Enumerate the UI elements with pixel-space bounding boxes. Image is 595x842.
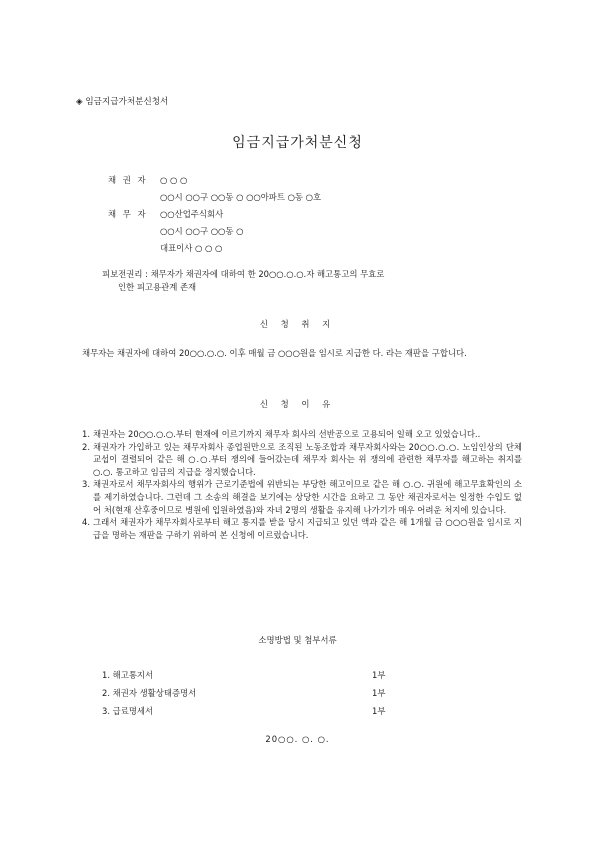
reason-item [82, 516, 522, 541]
evidence-item [102, 684, 402, 702]
reason-text: 그래서 채권자가 채무자회사로부터 해고 통지를 받을 당시 지급되고 있던 액과 같은 해 1개월 금 ○○○원을 임시로 지급을 명하는 재판을 구하기 위하여 본 신청에 이르렀습니다. [93, 517, 522, 540]
reasons-list [82, 428, 522, 541]
preserved-right [102, 268, 554, 293]
creditor-label: 채 권 자 [108, 175, 148, 186]
debtor-address: ○○시 ○○구 ○○동 ○ [160, 226, 244, 237]
reason-text: 채권자로서 채무자회사의 행위가 근로기준법에 위반되는 부당한 해고이므로 같은 해 ○.○. 귀원에 해고무효확인의 소를 제기하였습니다. 그런데 그 소송의 해결을 보기에는 상당한 시간을 요하고 그 동안 채권자로서는 일정한 수입도 없어 처(현재 산후중이므로 병원에 입원하였음)와 자녀 2명의 생활을 유지해 나가기가 매우 어려운 처지에 있습니다. [93, 479, 522, 515]
reason-number: 4. [82, 517, 90, 528]
reason-item [82, 428, 522, 441]
document-type-label: ◈ 임금지급가처분신청서 [76, 97, 169, 107]
reason-number: 2. [82, 441, 90, 452]
creditor-row [108, 172, 488, 189]
preserved-right-line1: 피보전권리 : 채무자가 채권자에 대하여 한 20○○.○.○.자 해고통고의 무효로 [102, 269, 385, 279]
debtor-company: ○○산업주식회사 [160, 209, 224, 220]
evidence-label: 2. 채권자 생활상태증명서 [102, 687, 197, 698]
preserved-right-line2: 인한 피고용관계 존재 [118, 281, 197, 292]
debtor-representative: 대표이사 ○ ○ ○ [160, 243, 223, 254]
evidence-count: 1부 [372, 687, 386, 698]
evidence-label: 3. 급료명세서 [102, 705, 154, 716]
filing-date: 20○○. ○. ○. [265, 734, 330, 744]
parties-block [108, 172, 488, 257]
evidence-heading: 소명방법 및 첨부서류 [258, 635, 337, 645]
debtor-label: 채 무 자 [108, 209, 148, 220]
reason-number: 3. [82, 479, 90, 490]
evidence-item [102, 666, 402, 684]
reason-item [82, 478, 522, 516]
purpose-heading: 신 청 취 지 [259, 319, 336, 329]
reason-number: 1. [82, 429, 90, 439]
reason-text: 채권자는 20○○.○.○.부터 현재에 이르기까지 채무자 회사의 선반공으로 고용되어 일해 오고 있었습니다.. [93, 429, 481, 439]
purpose-text: 채무자는 채권자에 대하여 20○○.○.○. 이후 매월 금 ○○○원을 임시로 지급한 다. 라는 재판을 구합니다. [82, 348, 467, 358]
page-title: 임금지급가처분신청 [232, 135, 363, 151]
reason-item [82, 441, 522, 479]
creditor-address: ○○시 ○○구 ○○동 ○ ○○아파트 ○동 ○호 [160, 192, 322, 203]
reasons-heading: 신 청 이 유 [259, 399, 336, 409]
evidence-count: 1부 [372, 669, 386, 680]
evidence-count: 1부 [372, 705, 386, 716]
evidence-label: 1. 해고통지서 [102, 669, 154, 680]
debtor-row [108, 206, 488, 223]
reason-text: 채권자가 가입하고 있는 채무자회사 종업원만으로 조직된 노동조합과 채무자회사와는 20○○.○.○. 노임인상의 단체교섭이 결렬되어 같은 해 ○.○.부터 쟁의에 들어갔는데 채무자 회사는 위 쟁의에 관련한 채무자를 해고하는 취지를 ○.○. 통고하고 임금의 지급을 정지했습니다. [93, 441, 522, 477]
creditor-name: ○ ○ ○ [160, 175, 188, 186]
evidence-item [102, 702, 402, 720]
evidence-list [102, 666, 402, 720]
